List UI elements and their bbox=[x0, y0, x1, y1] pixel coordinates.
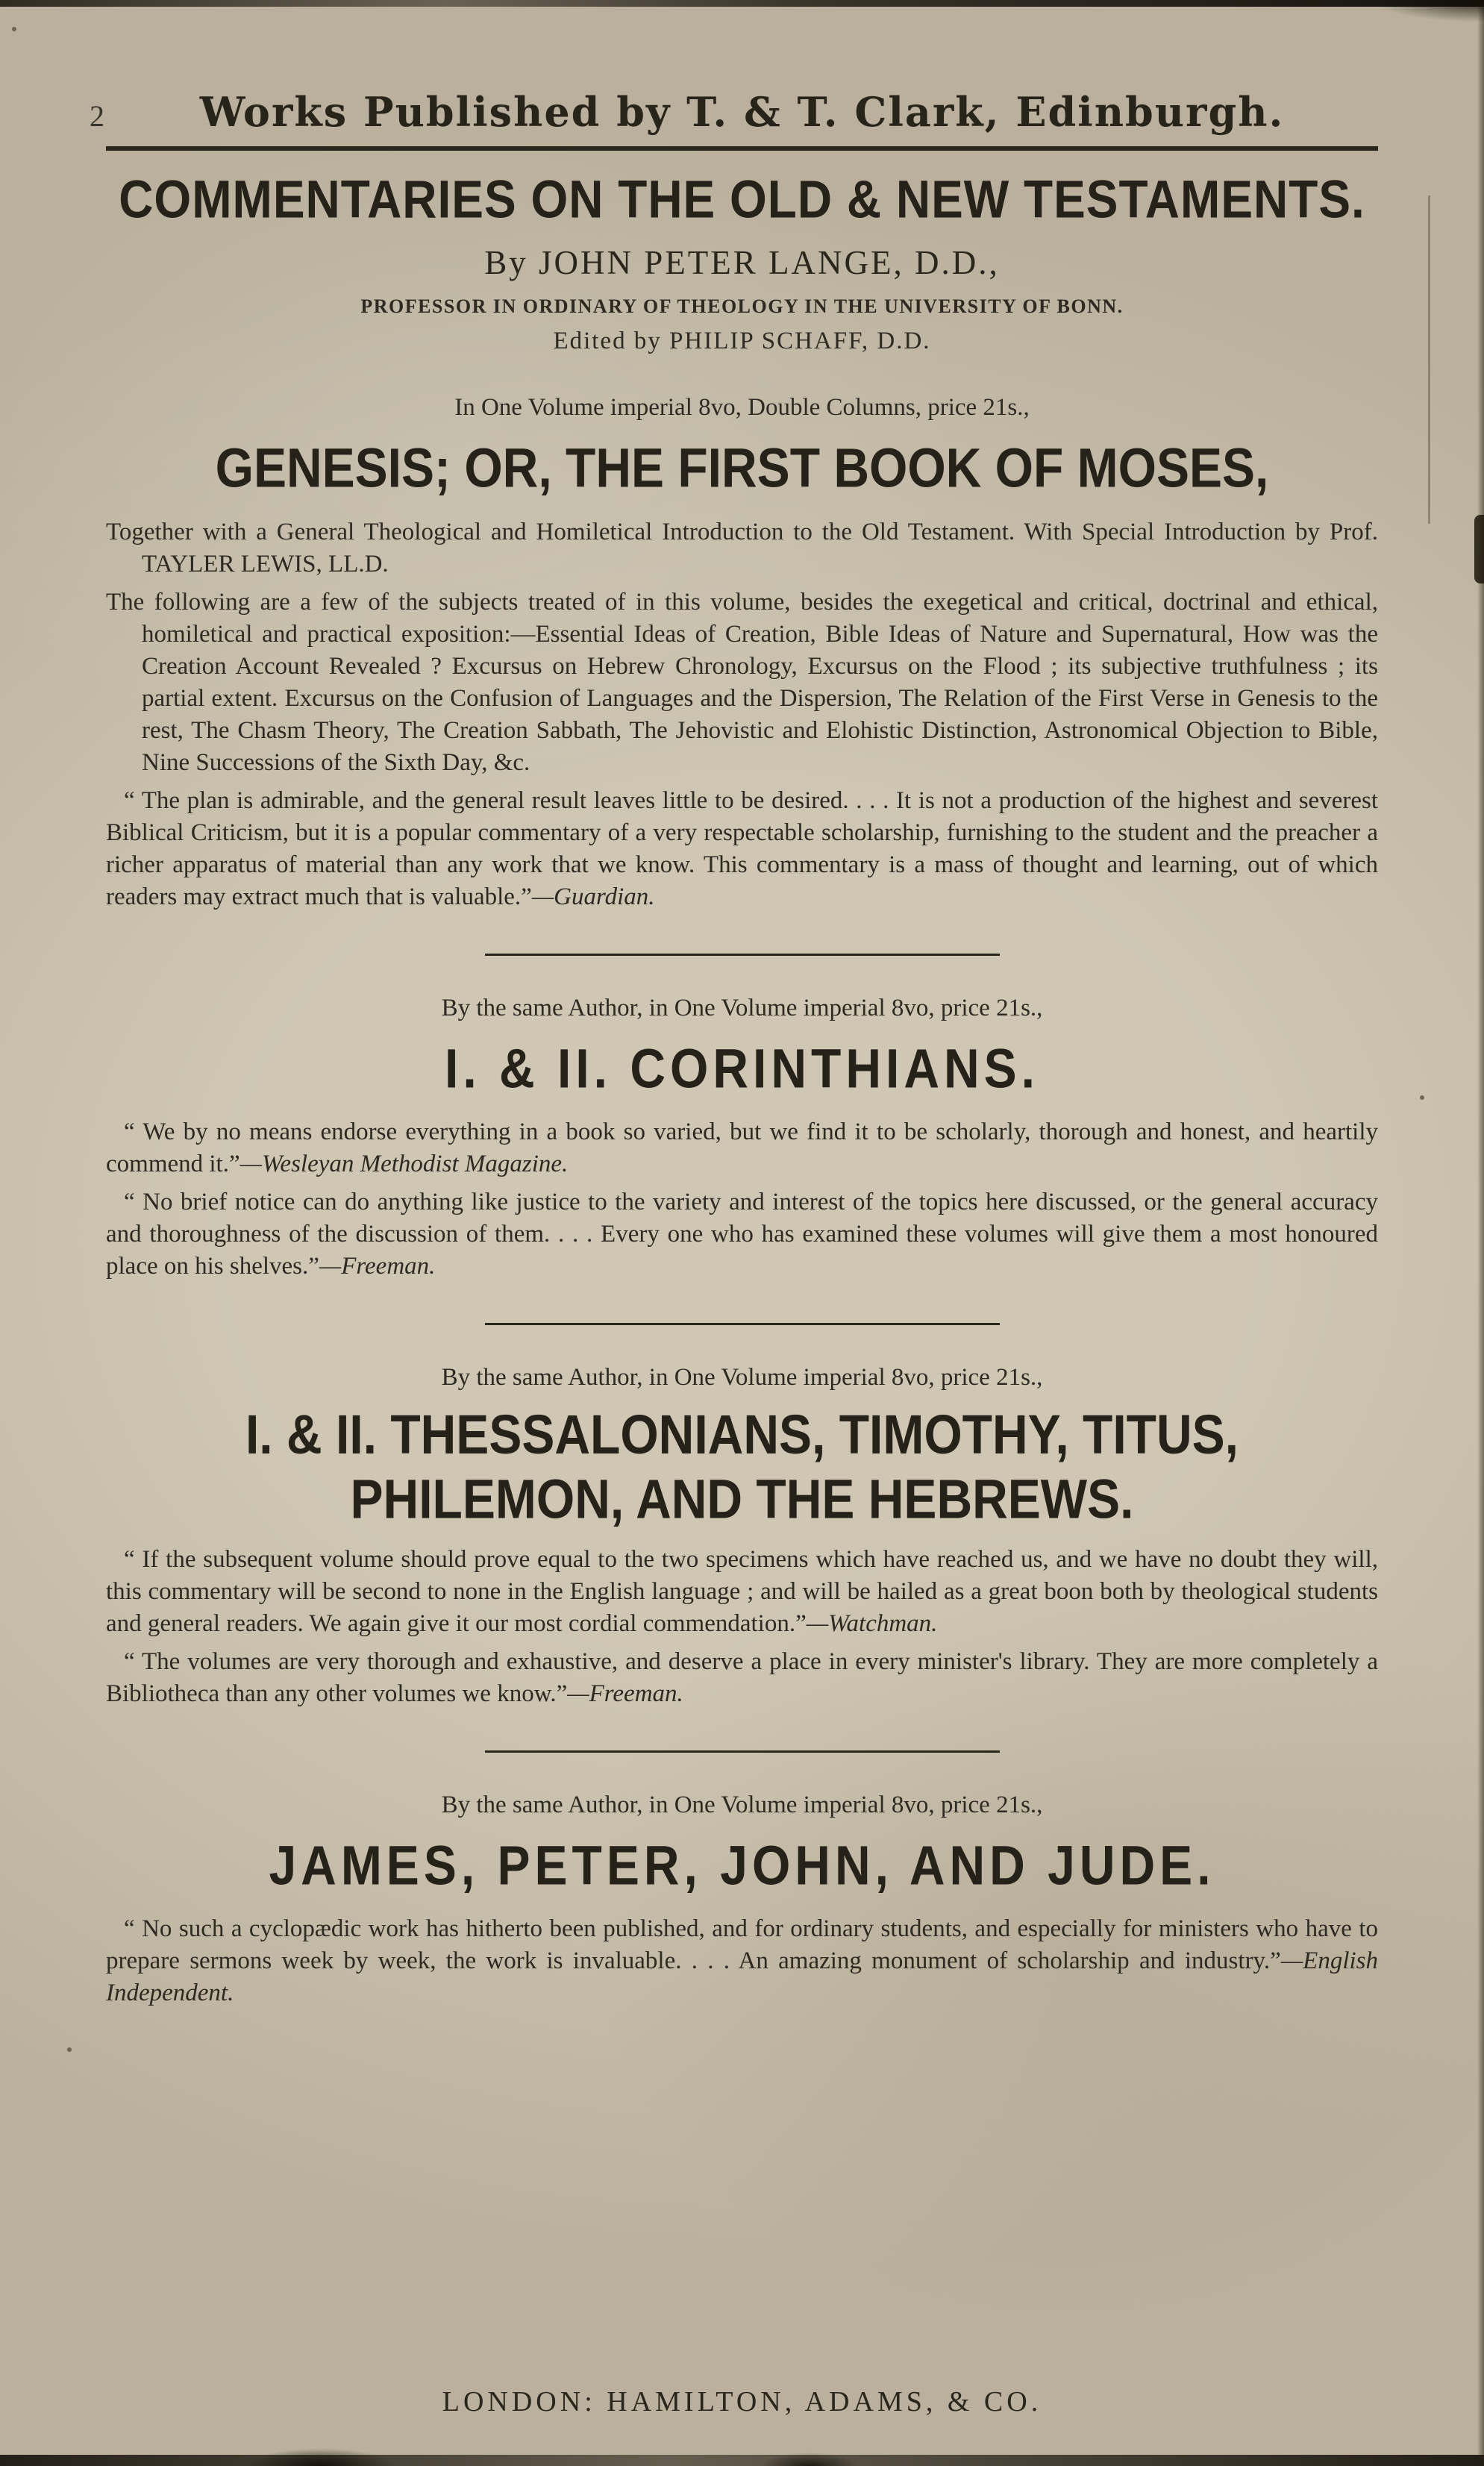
paragraph-text: “ The plan is admirable, and the general result leaves little to be desired. . . . It is not a production of the highest and severest Biblical Criticism, but it is a popular commentary of a very respectable scholarship, furnishing to the student and the preacher a richer apparatus of material than any work that we know. This commentary is a mass of thought and learning, out of which readers may extract much that is valuable.” bbox=[106, 786, 1378, 910]
editor-line: Edited by PHILIP SCHAFF, D.D. bbox=[553, 328, 931, 355]
review-quote bbox=[106, 785, 1378, 913]
paragraph-text: “ We by no means endorse everything in a book so varied, but we find it to be scholarly, thorough and honest, and heartily commend it.” bbox=[106, 1118, 1378, 1178]
section-title-genesis: GENESIS; OR, THE FIRST BOOK OF MOSES, bbox=[215, 436, 1269, 499]
main-title: COMMENTARIES ON THE OLD & NEW TESTAMENTS. bbox=[119, 169, 1365, 230]
section-james bbox=[106, 1791, 1378, 2016]
masthead bbox=[106, 169, 1378, 355]
paragraph-text: “ The volumes are very thorough and exhaustive, and deserve a place in every minister's library. They are more completely a Bibliotheca than any other volumes we know.” bbox=[106, 1647, 1378, 1707]
review-quote bbox=[106, 1116, 1378, 1180]
imprint-line: By the same Author, in One Volume imperial 8vo, price 21s., bbox=[441, 1364, 1043, 1392]
section-title-james: JAMES, PETER, JOHN, AND JUDE. bbox=[269, 1834, 1215, 1896]
paragraph-text: Together with a General Theological and Homiletical Introduction to the Old Testament. With Special Introduction by Prof. TAYLER LEWIS, LL.D. bbox=[106, 518, 1378, 578]
section-corinthians bbox=[106, 995, 1378, 1289]
scan-artifact bbox=[1474, 515, 1484, 583]
section-genesis bbox=[106, 394, 1378, 919]
imprint-line: By the same Author, in One Volume imperial 8vo, price 21s., bbox=[441, 1791, 1043, 1818]
page-number: 2 bbox=[90, 99, 104, 133]
affiliation-line: PROFESSOR IN ORDINARY OF THEOLOGY IN THE UNIVERSITY OF BONN. bbox=[360, 295, 1124, 318]
author-line: By JOHN PETER LANGE, D.D., bbox=[484, 244, 1000, 282]
running-header bbox=[90, 88, 1378, 136]
scan-artifact bbox=[1420, 1095, 1424, 1100]
review-quote bbox=[106, 1913, 1378, 2009]
scan-artifact bbox=[67, 2047, 72, 2052]
paragraph bbox=[106, 586, 1378, 779]
scan-edge-right bbox=[1477, 0, 1484, 2466]
scan-edge-top bbox=[0, 0, 1484, 7]
scan-artifact bbox=[761, 2453, 858, 2466]
header-rule bbox=[106, 146, 1378, 151]
quote-source: —Guardian. bbox=[531, 883, 655, 910]
scan-artifact bbox=[1372, 0, 1484, 22]
paragraph bbox=[106, 516, 1378, 580]
scan-edge-bottom bbox=[0, 2455, 1484, 2466]
scan-artifact bbox=[1428, 195, 1430, 524]
section-title-thessalonians: I. & II. THESSALONIANS, TIMOTHY, TITUS, PHILEMON, AND THE HEBREWS. bbox=[245, 1403, 1239, 1530]
section-divider bbox=[485, 1323, 1000, 1325]
running-title: Works Published by T. & T. Clark, Edinburgh. bbox=[199, 88, 1285, 136]
paragraph-text: “ No such a cyclopædic work has hitherto been published, and for ordinary students, and especially for ministers who have to prepare sermons week by week, the work is invaluable. . . . An amazing monument of scholarship and industry.” bbox=[106, 1915, 1378, 1975]
paragraph-text: “ No brief notice can do anything like justice to the variety and interest of the topics here discussed, or the general accuracy and thoroughness of the discussion of them. . . . Every one who has examined these volumes will give them a most honoured place on his shelves.” bbox=[106, 1189, 1378, 1280]
publisher-footer: LONDON: HAMILTON, ADAMS, & CO. bbox=[442, 2386, 1042, 2418]
imprint-line: By the same Author, in One Volume imperial 8vo, price 21s., bbox=[441, 994, 1043, 1021]
section-thessalonians bbox=[106, 1364, 1378, 1715]
imprint-line: In One Volume imperial 8vo, Double Columns, price 21s., bbox=[454, 394, 1030, 422]
review-quote bbox=[106, 1186, 1378, 1283]
quote-source: —Freeman. bbox=[567, 1680, 683, 1707]
quote-source: —Freeman. bbox=[319, 1253, 436, 1280]
review-quote bbox=[106, 1544, 1378, 1640]
scan-artifact bbox=[246, 2448, 395, 2466]
quote-source: —Wesleyan Methodist Magazine. bbox=[239, 1151, 569, 1178]
quote-source: —English Independent. bbox=[106, 1947, 1378, 2007]
scan-artifact bbox=[12, 27, 16, 31]
quote-source: —Watchman. bbox=[806, 1609, 938, 1637]
paragraph-text: The following are a few of the subjects treated of in this volume, besides the exegetical and critical, doctrinal and ethical, homiletical and practical exposition:—Essential Ideas of Creation, Bible Ideas of Nature and Supernatural, How was the Creation Account Revealed ? Excursus on Hebrew Chronology, Excursus on the Flood ; its subjective truthfulness ; its partial extent. Excursus on the Confusion of Languages and the Dispersion, The Relation of the First Verse in Genesis to the rest, The Chasm Theory, The Creation Sabbath, The Jehovistic and Elohistic Distinction, Astronomical Objection to Bible, Nine Successions of the Sixth Day, &c. bbox=[106, 588, 1378, 776]
section-title-corinthians: I. & II. CORINTHIANS. bbox=[444, 1037, 1040, 1100]
review-quote bbox=[106, 1646, 1378, 1710]
paragraph-text: “ If the subsequent volume should prove equal to the two specimens which have reached us, and we have no doubt they will, this commentary will be second to none in the English language ; and will be hailed as a great boon both by theological students and general readers. We again give it our most cordial commendation.” bbox=[106, 1545, 1378, 1637]
section-divider bbox=[485, 954, 1000, 956]
section-divider bbox=[485, 1750, 1000, 1753]
